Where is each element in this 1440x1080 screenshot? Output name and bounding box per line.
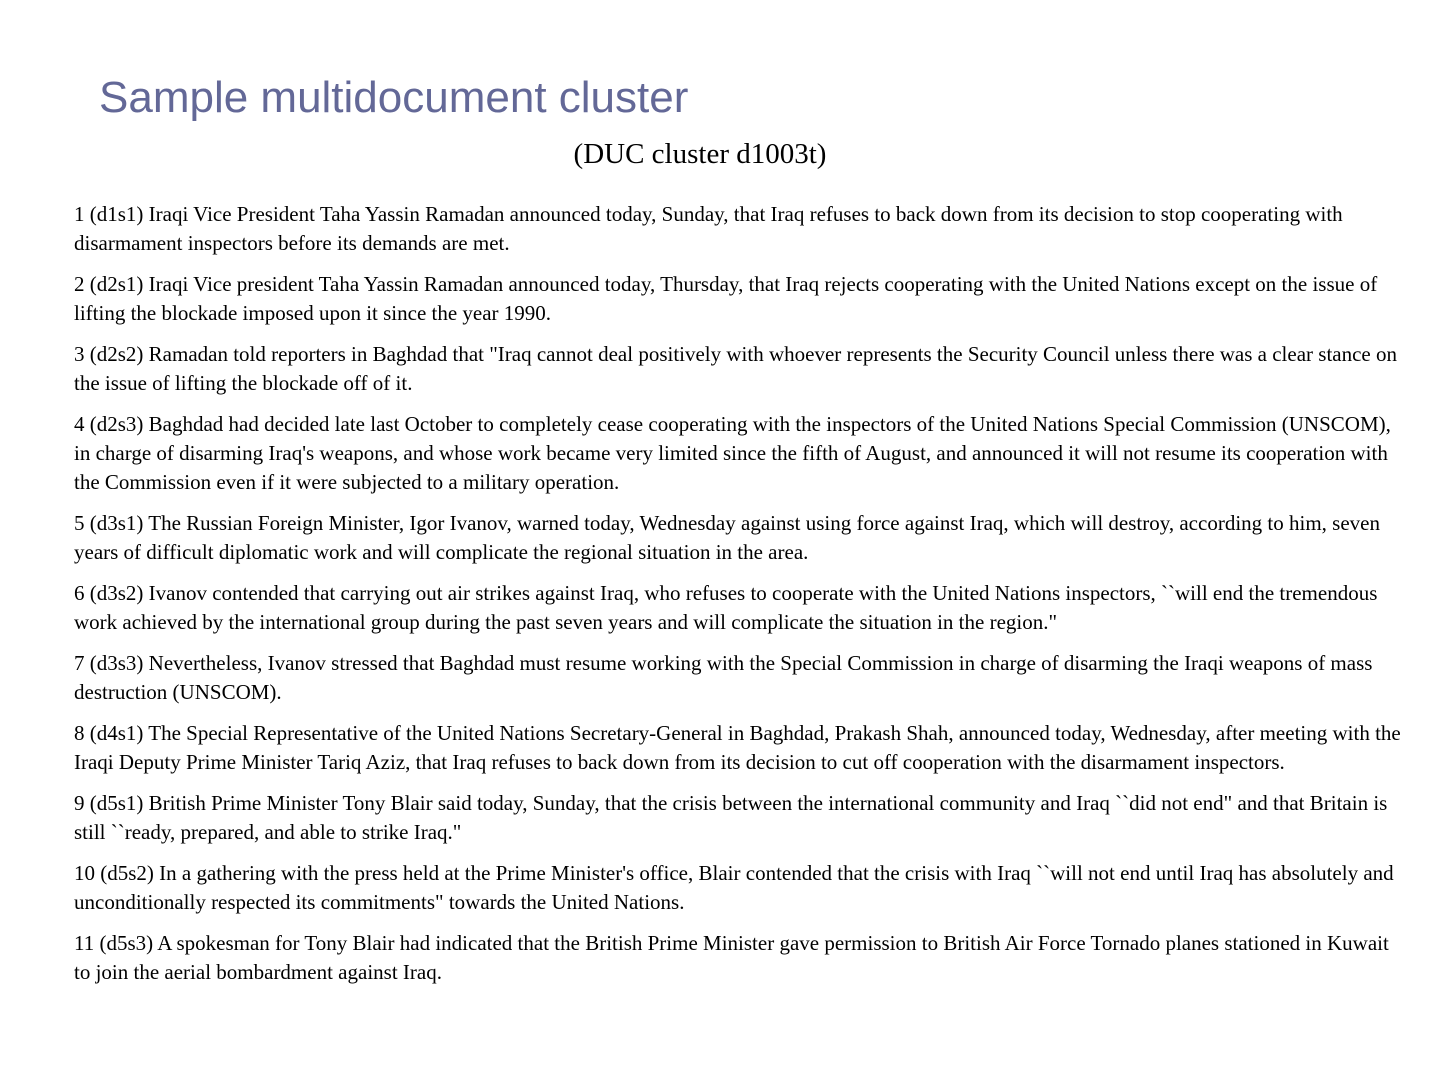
sentence-item: 7 (d3s3) Nevertheless, Ivanov stressed that Baghdad must resume working with the Special Commission in charge of disarming the Iraqi weapons of mass destruction (UNSCOM).: [74, 651, 1373, 704]
sentence-item: 6 (d3s2) Ivanov contended that carrying out air strikes against Iraq, who refuses to cooperate with the United Nations inspectors, ``will end the tremendous work achieved by the international group during the past seven years and will complicate the situation in the region.": [74, 581, 1378, 634]
slide-subtitle: (DUC cluster d1003t): [573, 138, 827, 170]
sentence-item: 2 (d2s1) Iraqi Vice president Taha Yassin Ramadan announced today, Thursday, that Iraq rejects cooperating with the United Nations except on the issue of lifting the blockade imposed upon it since the year 1990.: [74, 272, 1378, 325]
sentence-item: 11 (d5s3) A spokesman for Tony Blair had indicated that the British Prime Minister gave permission to British Air Force Tornado planes stationed in Kuwait to join the aerial bombardment against Iraq.: [74, 931, 1389, 984]
sentence-item: 10 (d5s2) In a gathering with the press held at the Prime Minister's office, Blair contended that the crisis with Iraq ``will not end until Iraq has absolutely and unconditionally respected its commitments" towards the United Nations.: [74, 861, 1394, 914]
sentence-item: 9 (d5s1) British Prime Minister Tony Blair said today, Sunday, that the crisis between the international community and Iraq ``did not end" and that Britain is still ``ready, prepared, and able to strike Iraq.": [74, 791, 1388, 844]
slide-title: Sample multidocument cluster: [99, 73, 689, 122]
sentence-list: [74, 200, 1404, 999]
sentence-item: 1 (d1s1) Iraqi Vice President Taha Yassin Ramadan announced today, Sunday, that Iraq refuses to back down from its decision to stop cooperating with disarmament inspectors before its demands are met.: [74, 202, 1343, 255]
sentence-item: 5 (d3s1) The Russian Foreign Minister, Igor Ivanov, warned today, Wednesday against using force against Iraq, which will destroy, according to him, seven years of difficult diplomatic work and will complicate the regional situation in the area.: [74, 511, 1380, 564]
sentence-item: 4 (d2s3) Baghdad had decided late last October to completely cease cooperating with the inspectors of the United Nations Special Commission (UNSCOM), in charge of disarming Iraq's weapons, and whose work became very limited since the fifth of August, and announced it will not resume its cooperation with the Commission even if it were subjected to a military operation.: [74, 412, 1391, 494]
sentence-item: 3 (d2s2) Ramadan told reporters in Baghdad that "Iraq cannot deal positively with whoever represents the Security Council unless there was a clear stance on the issue of lifting the blockade off of it.: [74, 342, 1397, 395]
sentence-item: 8 (d4s1) The Special Representative of the United Nations Secretary-General in Baghdad, Prakash Shah, announced today, Wednesday, after meeting with the Iraqi Deputy Prime Minister Tariq Aziz, that Iraq refuses to back down from its decision to cut off cooperation with the disarmament inspectors.: [74, 721, 1401, 774]
